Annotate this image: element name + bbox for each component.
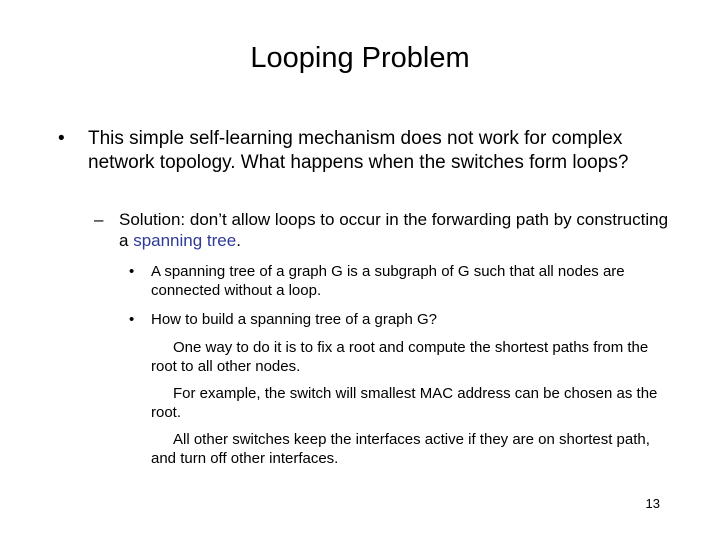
bullet-text: How to build a spanning tree of a graph G? — [151, 311, 438, 328]
solution-text-before: Solution: don’t allow loops to occur in the forwarding path by constructing a — [119, 210, 669, 250]
paragraph-text: All other switches keep the interfaces active if they are on shortest path, and turn off other interfaces. — [151, 431, 650, 467]
bullet-marker: • — [58, 128, 65, 149]
paragraph-example — [151, 384, 671, 422]
bullet-text: This simple self-learning mechanism does not work for complex network topology. What happens when the switches form loops? — [88, 128, 629, 173]
dash-marker: – — [94, 210, 104, 229]
bullet-level2-solution — [94, 209, 674, 251]
bullet-level1 — [58, 127, 658, 175]
bullet-level3-question — [129, 310, 669, 329]
solution-text-after: . — [236, 231, 241, 250]
spanning-tree-highlight: spanning tree — [133, 231, 237, 250]
paragraph-text: For example, the switch will smallest MAC address can be chosen as the root. — [151, 385, 658, 421]
bullet-marker: • — [129, 263, 135, 280]
bullet-text: A spanning tree of a graph G is a subgraph of G such that all nodes are connected without a loop. — [151, 263, 625, 299]
paragraph-root-method — [151, 338, 671, 376]
bullet-text — [119, 209, 674, 251]
paragraph-text: One way to do it is to fix a root and compute the shortest paths from the root to all other nodes. — [151, 339, 649, 375]
paragraph-interfaces — [151, 430, 671, 468]
slide-title: Looping Problem — [250, 42, 470, 74]
bullet-level3-definition — [129, 262, 669, 300]
bullet-marker: • — [129, 311, 135, 328]
page-number: 13 — [645, 496, 660, 511]
